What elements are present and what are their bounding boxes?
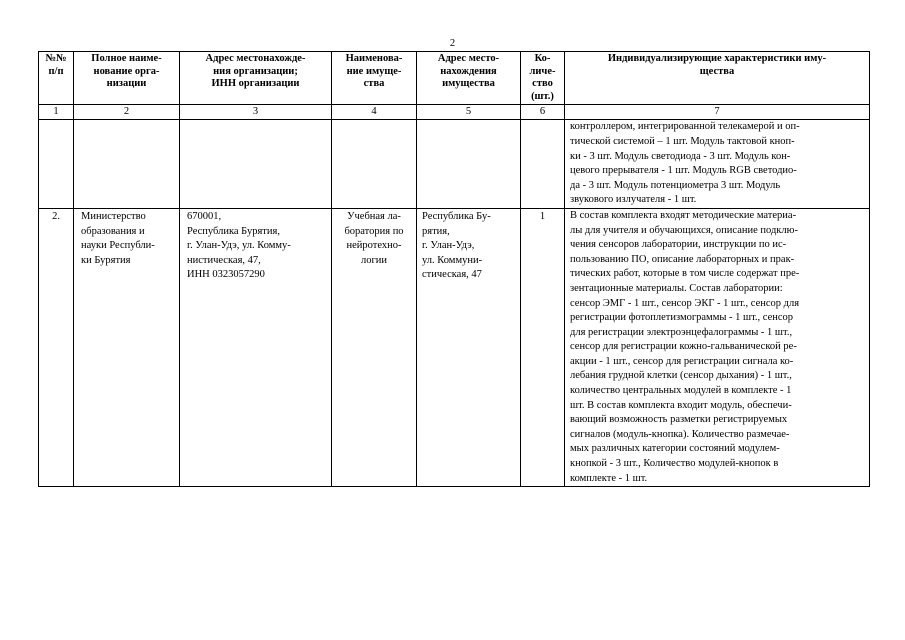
header-property-location <box>417 52 521 105</box>
text-line: Полное наиме- <box>91 53 162 64</box>
table-header-row <box>39 52 870 105</box>
text-line: количество центральных модулей в комплекте - 1 <box>570 385 792 397</box>
text-line: акции - 1 шт., сенсор для регистрации сигнала ко- <box>570 355 794 367</box>
text-line: Адрес местонахожде- <box>205 53 306 64</box>
column-number: 2 <box>74 105 180 120</box>
property-characteristics <box>565 208 870 486</box>
organization-address <box>180 208 332 486</box>
property-location <box>417 208 521 486</box>
text-line: образования и <box>81 225 145 237</box>
header-quantity <box>521 52 565 105</box>
text-line: ки - 3 шт. Модуль светодиода - 3 шт. Модуль кон- <box>570 150 791 162</box>
text-line: 670001, <box>187 210 222 222</box>
column-number-row <box>39 105 870 120</box>
continuation-characteristics <box>565 120 870 209</box>
text-line: п/п <box>48 65 64 77</box>
empty-cell <box>521 120 565 209</box>
table-row <box>39 208 870 486</box>
text-line: Министерство <box>81 210 146 222</box>
empty-cell <box>74 120 180 209</box>
text-line: боратория по <box>344 225 404 237</box>
text-line: кнопкой - 3 шт., Количество модулей-кнопок в <box>570 458 779 470</box>
empty-cell <box>332 120 417 209</box>
column-number: 3 <box>180 105 332 120</box>
text-line: контроллером, интегрированной телекамерой и оп- <box>570 121 800 133</box>
text-line: В состав комплекта входят методические материа- <box>570 209 797 221</box>
text-line: вающий возможность разметки регистрируемых <box>570 414 788 426</box>
text-line: Индивидуализирующие характеристики иму- <box>607 53 827 64</box>
text-line: Ко- <box>534 53 551 64</box>
text-line: ния организации; <box>213 65 298 77</box>
text-line: нахождения <box>440 65 497 77</box>
text-line: для регистрации электроэнцефалограммы - 1 шт., <box>570 326 793 338</box>
empty-cell <box>39 120 74 209</box>
text-line: ул. Коммуни- <box>422 254 483 266</box>
header-number <box>39 52 74 105</box>
header-property-name <box>332 52 417 105</box>
text-line: (шт.) <box>531 90 554 102</box>
text-line: мых различных категории состояний модулем- <box>570 443 780 455</box>
text-line: Адрес место- <box>437 53 500 64</box>
text-line: регистрации фотоплетизмограммы - 1 шт., сенсор <box>570 312 794 324</box>
text-line: ки Бурятия <box>81 254 131 266</box>
text-line: науки Республи- <box>81 240 155 252</box>
text-line: рятия, <box>422 225 450 237</box>
text-line: ства <box>363 78 385 90</box>
column-number: 1 <box>39 105 74 120</box>
text-line: г. Улан-Удэ, ул. Комму- <box>187 240 291 252</box>
text-line: Республика Бу- <box>422 210 491 222</box>
text-line: ИНН 0323057290 <box>187 269 265 281</box>
text-line: сенсор ЭМГ - 1 шт., сенсор ЭКГ - 1 шт., сенсор для <box>570 297 800 309</box>
text-line: нование орга- <box>93 65 160 77</box>
text-line: нейротехно- <box>346 240 402 252</box>
empty-cell <box>180 120 332 209</box>
text-line: тических работ, которые в том числе содержат пре- <box>570 268 800 280</box>
quantity: 1 <box>521 208 565 486</box>
text-line: зентационные материалы. Состав лаборатории: <box>570 282 783 294</box>
text-line: личе- <box>529 65 556 77</box>
text-line: низации <box>106 78 147 90</box>
text-line: лебания грудной клетки (сенсор дыхания) - 1 шт., <box>570 370 792 382</box>
text-line: ство <box>532 78 553 90</box>
header-characteristics <box>565 52 870 105</box>
text-line: Республика Бурятия, <box>187 225 280 237</box>
text-line: нистическая, 47, <box>187 254 261 266</box>
text-line: комплекте - 1 шт. <box>570 472 648 484</box>
header-organization <box>74 52 180 105</box>
text-line: Учебная ла- <box>347 210 401 222</box>
text-line: №№ <box>45 53 67 64</box>
text-line: да - 3 шт. Модуль потенциометра 3 шт. Модуль <box>570 179 781 191</box>
text-line: сенсор для регистрации кожно-гальванической ре- <box>570 341 797 353</box>
text-line: ИНН организации <box>211 78 300 90</box>
text-line: щества <box>699 65 735 77</box>
table-row-continuation <box>39 120 870 209</box>
text-line: шт. В состав комплекта входит модуль, обеспечи- <box>570 399 792 411</box>
property-name <box>332 208 417 486</box>
property-table <box>38 51 870 487</box>
column-number: 4 <box>332 105 417 120</box>
text-line: г. Улан-Удэ, <box>422 240 475 252</box>
text-line: чения сенсоров лаборатории, инструкции по ис- <box>570 239 787 251</box>
text-line: цевого прерывателя - 1 шт. Модуль RGB светодио- <box>570 165 797 177</box>
header-organization-address <box>180 52 332 105</box>
text-line: стическая, 47 <box>422 269 482 281</box>
text-line: лы для учителя и обучающихся, описание подклю- <box>570 224 798 236</box>
page-number: 2 <box>449 38 456 49</box>
text-line: логии <box>360 254 388 266</box>
text-line: пользованию ПО, описание лабораторных и прак- <box>570 253 795 265</box>
text-line: имущества <box>442 78 495 90</box>
organization-name <box>74 208 180 486</box>
row-number: 2. <box>39 208 74 486</box>
column-number: 6 <box>521 105 565 120</box>
text-line: сигналов (модуль-кнопка). Количество размечае- <box>570 428 790 440</box>
text-line: ние имуще- <box>346 65 402 77</box>
empty-cell <box>417 120 521 209</box>
column-number: 5 <box>417 105 521 120</box>
text-line: Наименова- <box>345 53 403 64</box>
text-line: тической системой – 1 шт. Модуль тактовой кноп- <box>570 135 795 147</box>
column-number: 7 <box>565 105 870 120</box>
text-line: звукового излучателя - 1 шт. <box>570 194 697 206</box>
